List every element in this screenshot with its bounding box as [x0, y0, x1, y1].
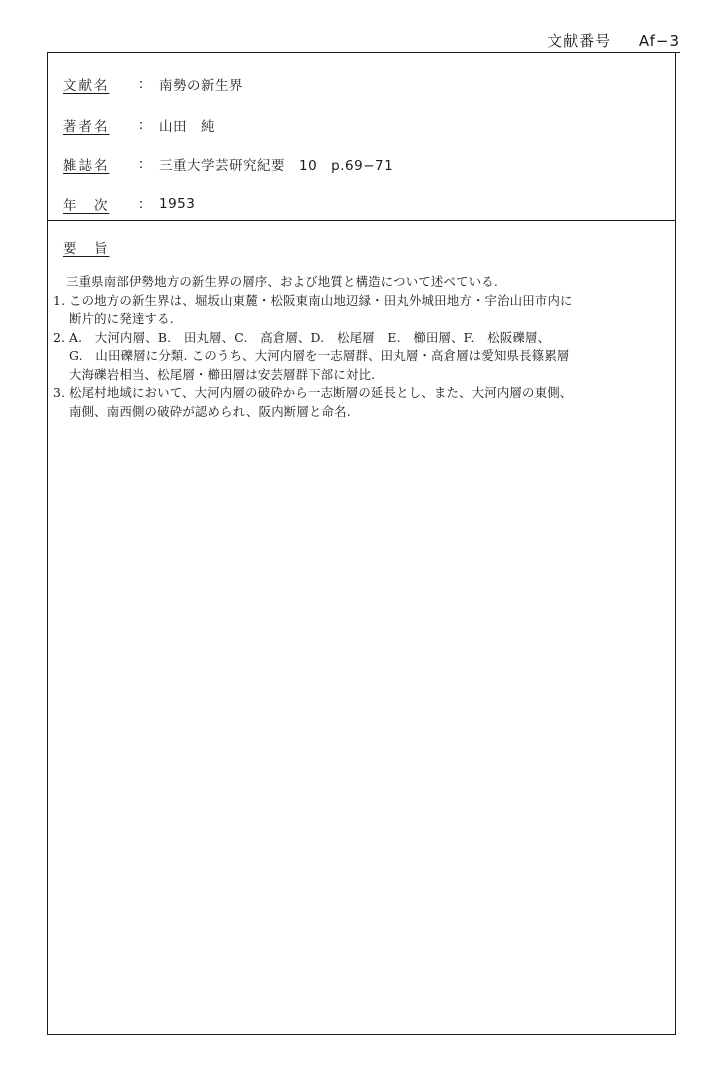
- summary-item: [53, 384, 671, 421]
- item-line: 大海礫岩相当、松尾層・櫛田層は安芸層群下部に対比.: [69, 366, 376, 382]
- document-number-code: Af−3: [638, 32, 680, 50]
- field-label: 雑誌名: [63, 158, 110, 174]
- field-value: 1953: [159, 196, 196, 212]
- item-line: A. 大河内層、B. 田丸層、C. 高倉層、D. 松尾層 E. 櫛田層、F. 松阪礫層、: [69, 329, 551, 345]
- field-year: [63, 194, 195, 214]
- field-label: 年 次: [63, 198, 110, 214]
- field-separator: :: [138, 76, 144, 92]
- item-line: 南側、南西側の破砕が認められ、阪内断層と命名.: [69, 403, 351, 419]
- item-line: この地方の新生界は、堀坂山東麓・松阪東南山地辺縁・田丸外城田地方・宇治山田市内に: [69, 292, 573, 308]
- summary-intro: 三重県南部伊勢地方の新生界の層序、および地質と構造について述べている.: [66, 274, 498, 289]
- field-label: 文献名: [63, 78, 110, 94]
- document-number-label: 文献番号: [547, 32, 612, 50]
- field-separator: :: [138, 117, 144, 133]
- field-label: 著者名: [63, 119, 110, 135]
- item-line: G. 山田礫層に分類. このうち、大河内層を一志層群、田丸層・高倉層は愛知県長篠累層: [69, 348, 570, 363]
- field-separator: :: [138, 156, 144, 172]
- item-number: 3.: [53, 385, 66, 400]
- field-value: 南勢の新生界: [159, 78, 243, 94]
- field-author: [63, 115, 215, 135]
- field-value: 山田 純: [159, 119, 215, 135]
- summary-body: [53, 273, 671, 421]
- item-line: 断片的に発達する.: [69, 311, 174, 326]
- metadata-section: [48, 53, 675, 221]
- item-number: 1.: [53, 292, 66, 308]
- item-number: 2.: [53, 329, 66, 345]
- document-number: [547, 30, 680, 53]
- summary-item: [53, 292, 671, 329]
- field-value: 三重大学芸研究紀要 10 p.69−71: [159, 158, 394, 174]
- summary-item: [53, 329, 671, 385]
- field-journal: [63, 154, 393, 174]
- record-frame: [47, 52, 676, 1035]
- field-title: [63, 74, 243, 94]
- summary-heading: 要 旨: [63, 241, 110, 257]
- field-separator: :: [138, 196, 144, 212]
- item-line: 松尾村地域において、大河内層の破砕から一志断層の延長とし、また、大河内層の東側、: [69, 385, 573, 400]
